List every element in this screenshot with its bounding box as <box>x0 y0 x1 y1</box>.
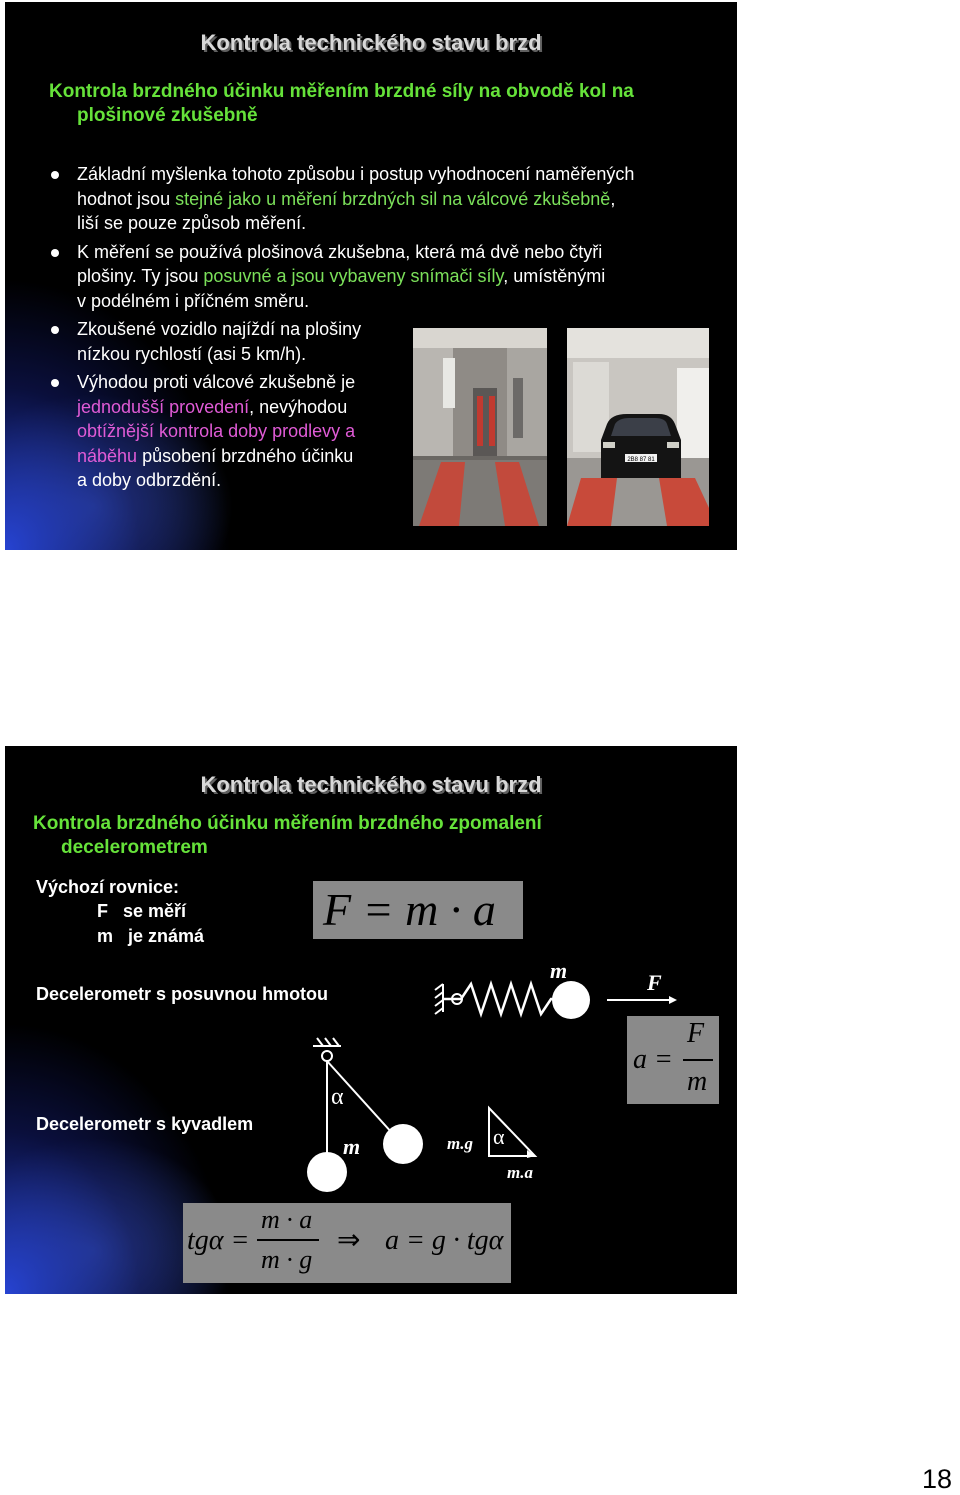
label-pendulum: Decelerometr s kyvadlem <box>36 1114 254 1134</box>
slide-title: Kontrola technického stavu brzd <box>200 772 542 797</box>
spring-icon <box>443 984 557 1014</box>
equation-a-numerator: F <box>687 1018 705 1049</box>
bullet-dot-icon <box>51 326 59 334</box>
implies-icon: ⇒ <box>337 1223 361 1256</box>
bullet-text: nízkou rychlostí (asi 5 km/h). <box>77 343 307 364</box>
weight-symbol: m.g <box>447 1134 473 1153</box>
bullet-text: a doby odbrzdění. <box>77 470 222 490</box>
bullet-item <box>77 162 727 236</box>
test-hall-photo <box>413 328 547 526</box>
slide-2 <box>5 746 737 1294</box>
mass-symbol: m <box>343 1134 361 1159</box>
equation-tg-numerator: m · a <box>261 1205 313 1234</box>
bullet-text: v podélném i příčném směru. <box>77 290 310 311</box>
label-sliding-mass: Decelerometr s posuvnou hmotou <box>36 984 329 1004</box>
bullet-dot-icon <box>51 379 59 387</box>
pendulum-bob-deflected-icon <box>383 1124 423 1164</box>
bullet-text: náběhu působení brzdného účinku <box>77 445 354 466</box>
pendulum-bob-rest-icon <box>307 1152 347 1192</box>
subtitle-line: decelerometrem <box>61 837 208 858</box>
slide-title: Kontrola technického stavu brzd <box>200 30 542 55</box>
equation-tg-denominator: m · g <box>261 1245 313 1274</box>
equation-a-denominator: m <box>687 1066 708 1097</box>
subtitle-line: Kontrola brzdného účinku měřením brzdné síly na obvodě kol na <box>49 81 634 102</box>
inertial-force-symbol: m.a <box>507 1163 533 1182</box>
base-m-line: m je známá <box>97 926 205 946</box>
bullet-text: obtížnější kontrola doby prodlevy a <box>77 421 356 441</box>
fraction-bar <box>257 1239 319 1241</box>
bullet-text: K měření se používá plošinová zkušebna, která má dvě nebo čtyři <box>77 241 603 262</box>
bullet-text: Zkoušené vozidlo najíždí na plošiny <box>77 319 362 339</box>
bullet-dot-icon <box>51 171 59 179</box>
equation-newton: F = m · a <box>323 884 496 935</box>
bullet-text: Základní myšlenka tohoto způsobu i postup vyhodnocení naměřených <box>77 164 635 184</box>
bullet-text: jednodušší provedení, nevýhodou <box>77 396 348 417</box>
bullet-dot-icon <box>51 249 59 257</box>
bullet-text: Výhodou proti válcové zkušebně je <box>77 372 356 392</box>
mass-symbol: m <box>550 958 568 983</box>
base-equations-heading: Výchozí rovnice: <box>36 877 180 897</box>
equation-a-lhs: a = <box>633 1044 673 1075</box>
force-symbol: F <box>647 970 662 995</box>
wall-hatch-icon <box>435 984 443 1014</box>
bullet-text: plošiny. Ty jsou posuvné a jsou vybaveny snímači síly, umístěnými <box>77 266 606 286</box>
license-plate: 2B8 87 81 <box>627 457 655 463</box>
equation-tg-result: a = g · tgα <box>385 1225 504 1256</box>
page-number: 18 <box>921 1464 952 1494</box>
car-on-platform-photo <box>567 328 709 526</box>
fraction-bar <box>683 1059 713 1061</box>
subtitle-line: Kontrola brzdného účinku měřením brzdného zpomalení <box>33 813 542 834</box>
base-f-line: F se měří <box>97 901 187 921</box>
slide-subtitle <box>49 80 634 128</box>
equation-box-acceleration <box>627 1016 719 1104</box>
slide-1 <box>5 2 737 550</box>
alpha-symbol: α <box>331 1084 344 1110</box>
bullet-item <box>77 240 727 314</box>
bullet-text: hodnot jsou stejné jako u měření brzdných sil na válcové zkušebně, <box>77 188 616 209</box>
equation-tg-lhs: tgα = <box>187 1225 250 1256</box>
equation-box-tangent <box>183 1203 511 1283</box>
bullet-text: liší se pouze způsob měření. <box>77 213 307 233</box>
pendulum-mount-icon <box>313 1038 341 1061</box>
subtitle-line: plošinové zkušebně <box>77 105 258 126</box>
sliding-mass-icon <box>552 981 590 1019</box>
alpha-symbol: α <box>493 1124 505 1149</box>
